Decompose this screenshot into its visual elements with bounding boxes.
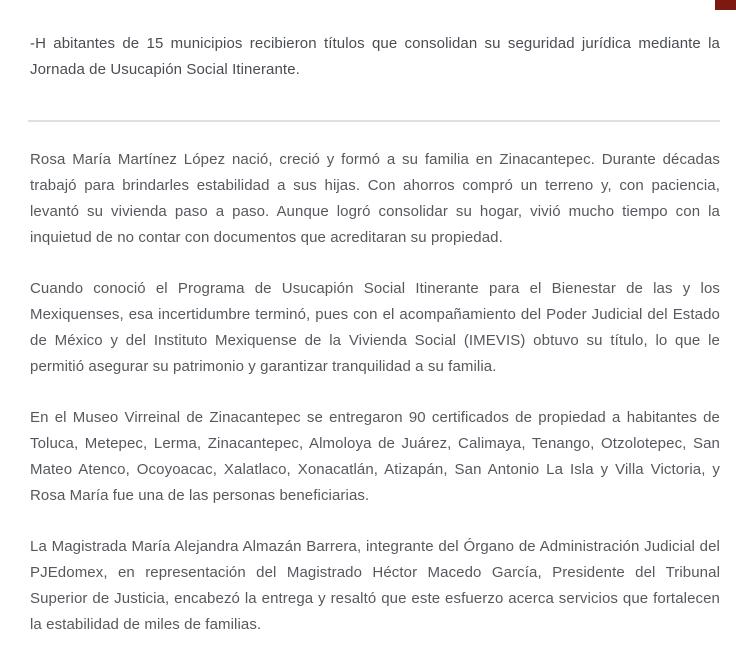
divider xyxy=(28,120,720,122)
article-paragraph-3: En el Museo Virreinal de Zinacantepec se entregaron 90 certificados de propiedad a habitantes de Toluca, Metepec, Lerma, Zinacantepec, Almoloya de Juárez, Calimaya, Tenango, Otzolotepec, San Mateo Atenco, Ocoyoacac, Xalatlaco, Xonacatlán, Atizapán, San Antonio La Isla y Villa Victoria, y Rosa María fue una de las personas beneficiarias. xyxy=(30,409,720,504)
article-paragraph-4: La Magistrada María Alejandra Almazán Barrera, integrante del Órgano de Administración Judicial del PJEdomex, en representación del Magistrado Héctor Macedo García, Presidente del Tribunal Superior de Justicia, encabezó la entrega y resaltó que este esfuerzo acerca servicios que fortalecen la estabilidad de miles de familias. xyxy=(30,538,720,633)
article-lead: -H abitantes de 15 municipios recibieron títulos que consolidan su seguridad jurídica mediante la Jornada de Usucapión Social Itinerante. xyxy=(30,35,720,78)
article-paragraph-2: Cuando conoció el Programa de Usucapión Social Itinerante para el Bienestar de las y los Mexiquenses, esa incertidumbre terminó, pues con el acompañamiento del Poder Judicial del Estado de México y del Instituto Mexiquense de la Vivienda Social (IMEVIS) obtuvo su título, lo que le permitió asegurar su patrimonio y garantizar tranquilidad a su familia. xyxy=(30,280,720,375)
article-paragraph-1: Rosa María Martínez López nació, creció y formó a su familia en Zinacantepec. Durante décadas trabajó para brindarles estabilidad a sus hijas. Con ahorros compró un terreno y, con paciencia, levantó su vivienda paso a paso. Aunque logró consolidar su hogar, vivió mucho tiempo con la inquietud de no contar con documentos que acreditaran su propiedad. xyxy=(30,151,720,246)
article-body xyxy=(30,0,720,638)
